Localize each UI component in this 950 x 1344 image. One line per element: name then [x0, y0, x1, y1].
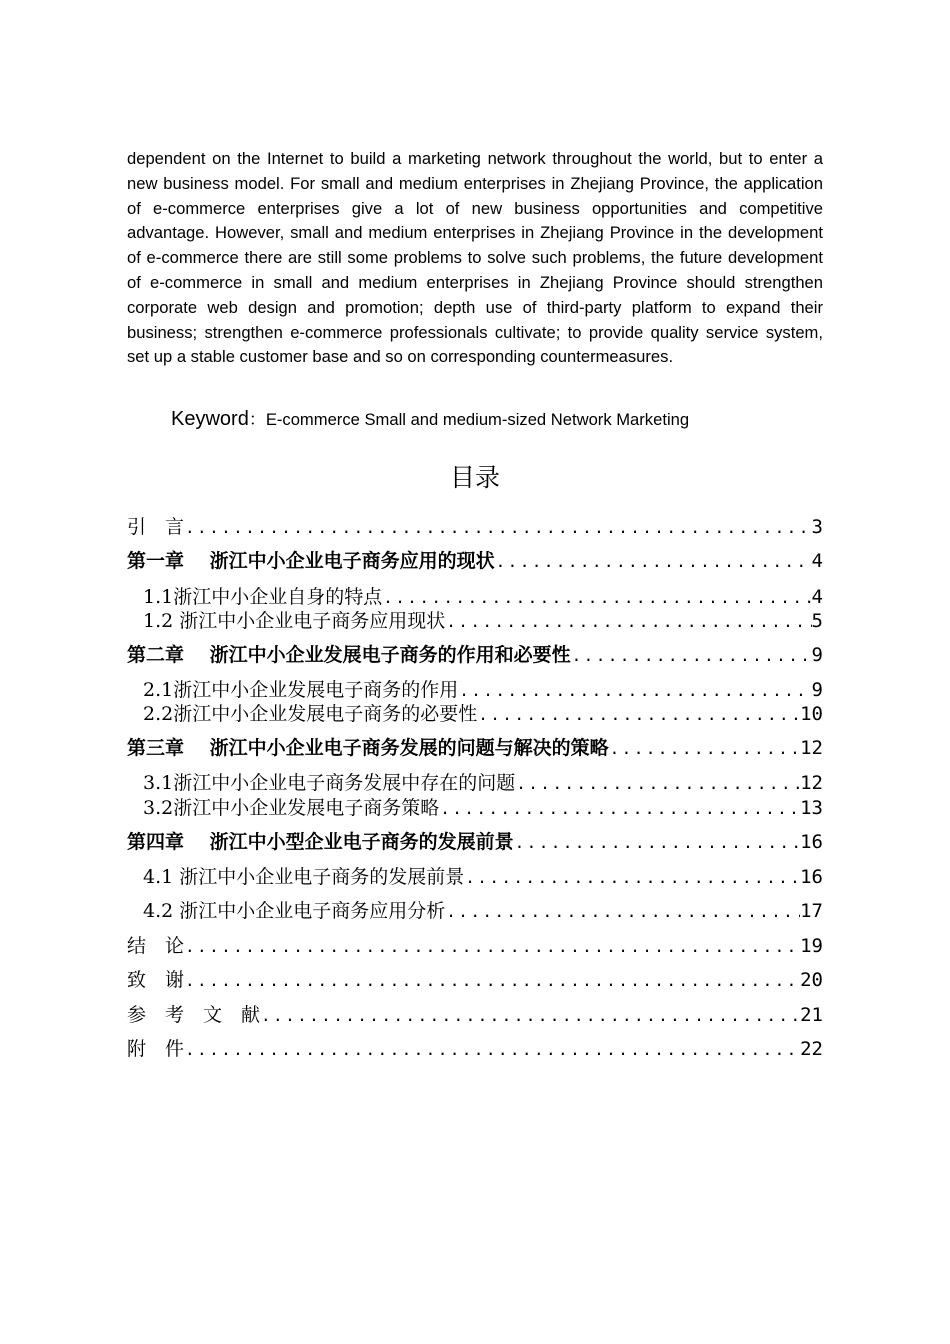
toc-entry-label: 附 件	[127, 1038, 185, 1060]
toc-page-number: 20	[800, 969, 823, 991]
toc-entry-conclusion[interactable]	[127, 933, 823, 960]
toc-entry-label: 第三章 浙江中小企业电子商务发展的问题与解决的策略	[127, 737, 609, 759]
toc-page-number: 16	[800, 831, 823, 853]
toc-page-number: 5	[811, 610, 823, 632]
toc-page-number: 4	[811, 550, 823, 572]
toc-page-number: 9	[811, 644, 823, 666]
toc-leader-dots	[496, 549, 812, 575]
toc-page-number: 17	[800, 900, 823, 922]
toc-entry-label: 1.2 浙江中小企业电子商务应用现状	[143, 610, 446, 632]
toc-entry-section-2-1[interactable]	[143, 677, 823, 704]
toc-entry-acknowledgements[interactable]	[127, 967, 823, 994]
toc-entry-chapter-3[interactable]	[127, 735, 823, 762]
toc-entry-section-4-2[interactable]	[143, 898, 823, 925]
keyword-line	[171, 405, 871, 434]
toc-page-number: 22	[800, 1038, 823, 1060]
toc-entry-section-1-1[interactable]	[143, 584, 823, 611]
toc-entry-label: 参 考 文 献	[127, 1004, 261, 1026]
toc-entry-section-4-1[interactable]	[143, 864, 823, 891]
toc-entry-chapter-2[interactable]	[127, 642, 823, 669]
toc-entry-section-3-2[interactable]	[143, 795, 823, 822]
toc-page-number: 12	[800, 772, 823, 794]
toc-entry-chapter-1[interactable]	[127, 548, 823, 575]
toc-leader-dots	[610, 736, 800, 762]
keyword-terms: E-commerce Small and medium-sized Network Marketing	[265, 410, 690, 429]
toc-page-number: 13	[800, 797, 823, 819]
toc-entry-label: 第二章 浙江中小企业发展电子商务的作用和必要性	[127, 644, 571, 666]
toc-entry-appendix[interactable]	[127, 1036, 823, 1063]
toc-entry-section-2-2[interactable]	[143, 701, 823, 728]
toc-entry-label: 2.1浙江中小企业发展电子商务的作用	[143, 679, 459, 701]
toc-leader-dots	[185, 968, 800, 994]
toc-page-number: 16	[800, 866, 823, 888]
toc-leader-dots	[516, 771, 800, 797]
toc-entry-label: 第四章 浙江中小型企业电子商务的发展前景	[127, 831, 514, 853]
toc-leader-dots	[185, 515, 812, 541]
keyword-label: Keyword	[171, 408, 249, 430]
toc-leader-dots	[446, 609, 811, 635]
toc-leader-dots	[515, 830, 800, 856]
toc-leader-dots	[261, 1003, 800, 1029]
toc-entry-label: 2.2浙江中小企业发展电子商务的必要性	[143, 703, 478, 725]
toc-entry-label: 致 谢	[127, 969, 185, 991]
toc-entry-label: 3.1浙江中小企业电子商务发展中存在的问题	[143, 772, 516, 794]
toc-entry-label: 1.1浙江中小企业自身的特点	[143, 586, 383, 608]
toc-entry-label: 4.1 浙江中小企业电子商务的发展前景	[143, 866, 465, 888]
toc-entry-label: 第一章 浙江中小企业电子商务应用的现状	[127, 550, 495, 572]
toc-entry-label: 3.2浙江中小企业发展电子商务策略	[143, 797, 440, 819]
toc-entry-section-3-1[interactable]	[143, 770, 823, 797]
toc-page-number: 10	[800, 703, 823, 725]
toc-page-number: 19	[800, 935, 823, 957]
keyword-separator: ：	[248, 410, 266, 429]
toc-leader-dots	[185, 1037, 800, 1063]
toc-leader-dots	[572, 643, 812, 669]
toc-page-number: 4	[811, 586, 823, 608]
toc-page-number: 21	[800, 1004, 823, 1026]
toc-page-number: 9	[811, 679, 823, 701]
toc-entry-chapter-4[interactable]	[127, 829, 823, 856]
toc-entry-section-1-2[interactable]	[143, 608, 823, 635]
toc-title: 目录	[449, 463, 500, 492]
toc-leader-dots	[465, 865, 800, 891]
toc-leader-dots	[440, 796, 800, 822]
toc-leader-dots	[446, 899, 800, 925]
toc-page-number: 12	[800, 737, 823, 759]
toc-entry-label: 4.2 浙江中小企业电子商务应用分析	[143, 900, 446, 922]
toc-leader-dots	[478, 702, 800, 728]
toc-page-number: 3	[811, 516, 823, 538]
toc-entry-label: 引 言	[127, 516, 185, 538]
toc-entry-references[interactable]	[127, 1002, 823, 1029]
toc-entry-label: 结 论	[127, 935, 185, 957]
abstract-paragraph: dependent on the Internet to build a marketing network throughout the world, but to enter a new business model. For small and medium enterprises in Zhejiang Province, the application of e-commerce enterprises give a lot of new business opportunities and competitive advantage. However, small and medium enterprises in Zhejiang Province in the development of e-commerce there are still some problems to solve such problems, the future development of e-commerce in small and medium enterprises in Zhejiang Province should strengthen corporate web design and promotion; depth use of third-party platform to expand their business; strengthen e-commerce professionals cultivate; to provide quality service system, set up a stable customer base and so on corresponding countermeasures.	[127, 149, 823, 367]
toc-leader-dots	[185, 934, 800, 960]
toc-entry-introduction[interactable]	[127, 514, 823, 541]
